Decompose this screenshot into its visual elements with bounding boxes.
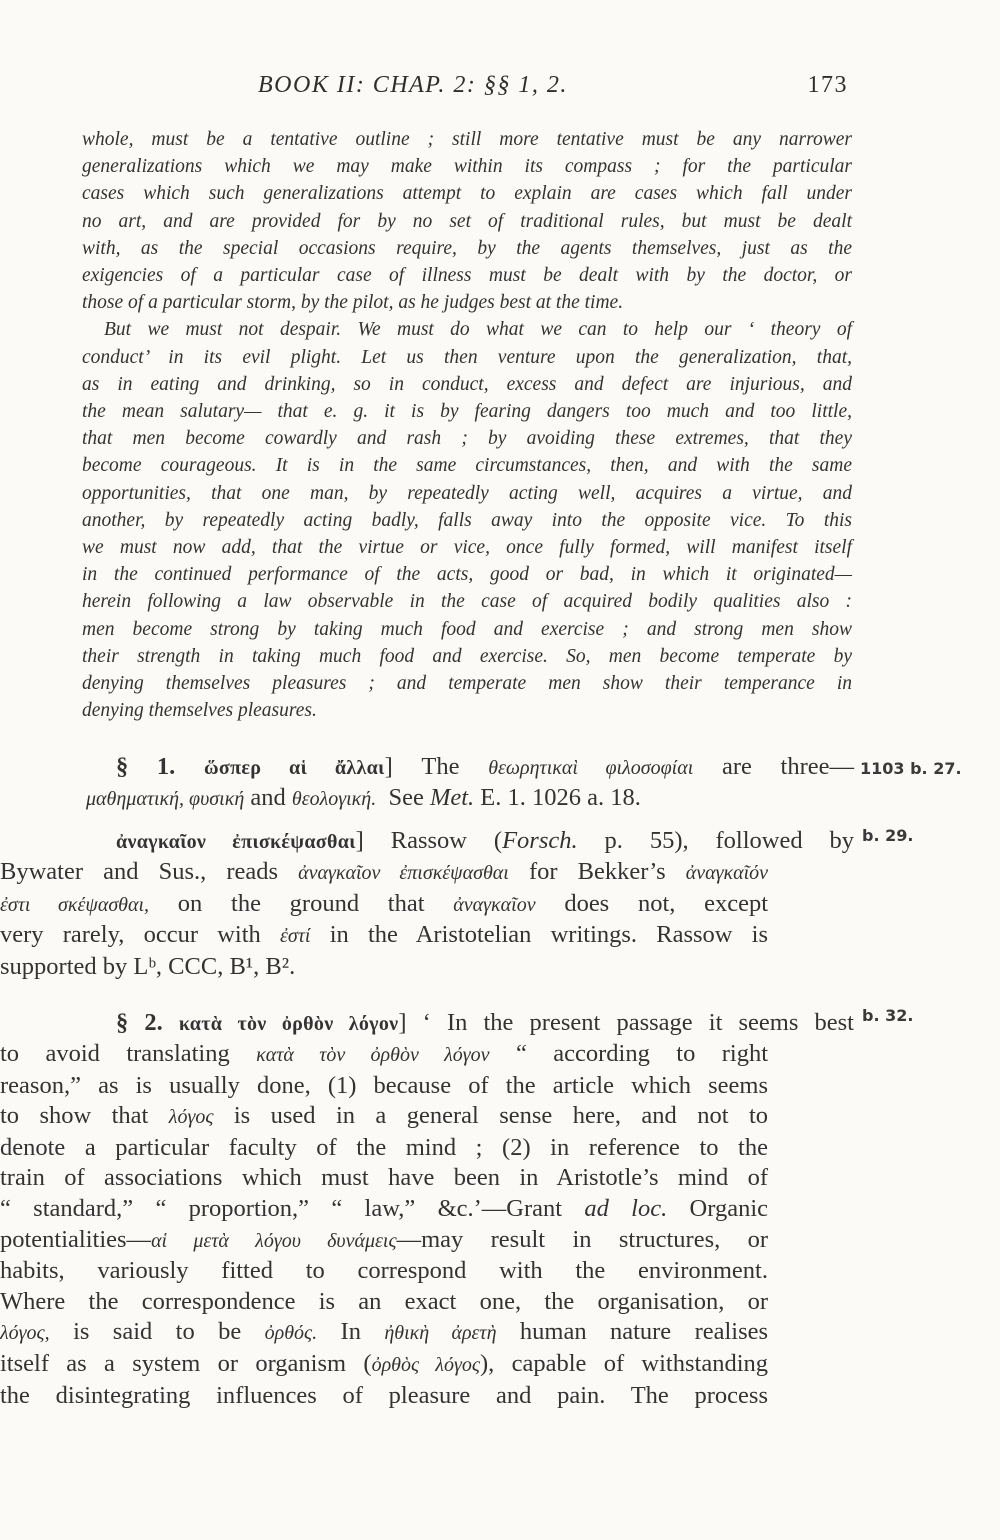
greek-text: ἀναγκαῖον <box>453 893 536 916</box>
summary-line: become courageous. It is in the same circumstances, then, and with the same <box>82 455 852 477</box>
note-text: and <box>250 784 286 811</box>
note-line: reason,” as is usually done, (1) because of the article which seems <box>0 1071 768 1099</box>
note-text: does not, except <box>564 889 769 917</box>
summary-line: in the continued performance of the acts, good or bad, in which it originated— <box>82 564 852 586</box>
greek-text: ὀρθὸς λόγος <box>371 1353 480 1376</box>
note-section-1 <box>116 752 854 784</box>
running-head-title: BOOK II: CHAP. 2: §§ 1, 2. <box>258 72 568 98</box>
note-text: to avoid translating <box>0 1040 230 1067</box>
note-lemma-greek: κατὰ τὸν ὀρθὸν λόγον <box>178 1013 399 1035</box>
note-line <box>0 1194 768 1225</box>
note-line <box>0 920 768 952</box>
note-line <box>86 783 854 815</box>
summary-line: cases which such generalizations attempt to explain are cases which fall under <box>82 183 852 205</box>
summary-line: that men become cowardly and rash ; by avoiding these extremes, that they <box>82 428 852 450</box>
summary-line: But we must not despair. We must do what we can to help our ‘ theory of <box>104 319 852 341</box>
note-text: See <box>388 784 424 811</box>
note-ref-title: Met. <box>429 784 475 811</box>
note-text: “ according to right <box>515 1040 769 1067</box>
summary-line: men become strong by taking much food and exercise ; and strong men show <box>82 618 852 640</box>
note-line <box>0 889 768 921</box>
note-text: in the Aristotelian writings. Rassow is <box>329 921 769 949</box>
greek-text: ἐστί <box>280 925 311 948</box>
summary-line: conduct’ in its evil plight. Let us then venture upon the generalization, that, <box>82 346 852 368</box>
summary-line: we must now add, that the virtue or vice, once fully formed, will manifest itself <box>82 537 852 559</box>
note-line <box>0 1317 768 1349</box>
note-line: ἀναγκαῖον ἐπισκέψασθαι] Rassow (Forsch. p. 55), followed by <box>116 827 855 854</box>
note-line: § 2. κατὰ τὸν ὀρθὸν λόγον] ‘ In the present passage it seems best <box>116 1009 854 1036</box>
margin-reference: b. 29. <box>862 826 914 845</box>
note-ref-title: Forsch. <box>502 827 578 854</box>
summary-line: those of a particular storm, by the pilot, as he judges best at the time. <box>82 292 624 314</box>
note-section-3-cont <box>0 1039 768 1411</box>
note-line: train of associations which must have been in Aristotle’s mind of <box>0 1164 768 1192</box>
note-line: Where the correspondence is an exact one, the organisation, or <box>0 1287 768 1315</box>
greek-text: κατὰ τὸν ὀρθὸν λόγον <box>256 1044 490 1066</box>
note-line: § 1. ὥσπερ αἱ ἄλλαι] The θεωρητικαὶ φιλοσοφίαι are three— <box>116 753 855 780</box>
note-text: are three— <box>721 753 855 780</box>
note-text: to show that <box>0 1102 149 1130</box>
note-line <box>0 1101 768 1133</box>
summary-line: the mean salutary— that e. g. it is by fearing dangers too much and too little, <box>82 401 852 423</box>
summary-line: another, by repeatedly acting badly, falls away into the opposite vice. To this <box>82 509 852 531</box>
greek-text: μαθηματική, φυσική <box>86 788 245 810</box>
note-text: is said to be <box>73 1318 242 1346</box>
summary-line: herein following a law observable in the case of acquired bodily qualities also : <box>82 591 852 613</box>
note-text: p. 55), followed by <box>604 827 855 854</box>
note-section-2-cont <box>0 857 768 982</box>
note-line <box>0 1349 768 1381</box>
note-lemma-number: § 2. <box>116 1009 163 1036</box>
note-text: is used in a general sense here, and not to <box>233 1102 768 1130</box>
margin-reference: 1103 b. 27. <box>860 759 962 778</box>
greek-text: θεολογική. <box>291 788 377 810</box>
summary-line: their strength in taking much food and exercise. So, men become temperate by <box>82 645 852 667</box>
note-section-3 <box>116 1008 854 1040</box>
note-line: supported by Lᵇ, CCC, B¹, B². <box>0 952 296 980</box>
note-text: human nature realises <box>519 1318 769 1346</box>
note-text: The <box>421 753 460 780</box>
note-text: for Bekker’s <box>528 858 666 885</box>
note-text: —may result in structures, or <box>396 1225 769 1253</box>
greek-text: λόγος, <box>0 1322 50 1345</box>
summary-line: with, as the special occasions require, by the agents themselves, just as the <box>82 237 852 259</box>
summary-paragraph <box>82 126 852 724</box>
note-text: ), capable of withstanding <box>479 1349 769 1377</box>
note-text: itself as a system or organism ( <box>0 1349 372 1377</box>
note-text: “ standard,” “ proportion,” “ law,” &c.’—Grant <box>0 1194 563 1222</box>
summary-line: whole, must be a tentative outline ; still more tentative must be any narrower <box>82 129 852 150</box>
note-line: the disintegrating influences of pleasure and pain. The process <box>0 1381 768 1409</box>
greek-text: αἱ μετὰ λόγου δυνάμεις <box>151 1229 397 1252</box>
note-line <box>0 857 768 889</box>
page-number: 173 <box>807 72 848 98</box>
note-text: In <box>340 1318 361 1346</box>
summary-line: generalizations which we may make within its compass ; for the particular <box>82 156 852 178</box>
note-ref: E. 1. 1026 a. 18. <box>480 784 641 811</box>
note-section-2 <box>116 826 854 858</box>
greek-text: ἠθικὴ ἀρετὴ <box>384 1322 497 1345</box>
note-text: Organic <box>689 1194 769 1222</box>
summary-line: denying themselves pleasures ; and temperate men show their temperance in <box>82 673 852 695</box>
summary-line: denying themselves pleasures. <box>82 700 317 722</box>
summary-line: as in eating and drinking, so in conduct, excess and defect are injurious, and <box>82 373 852 395</box>
note-text: very rarely, occur with <box>0 921 261 949</box>
note-line: denote a particular faculty of the mind ; (2) in reference to the <box>0 1133 768 1161</box>
note-line: habits, variously fitted to correspond with the environment. <box>0 1257 768 1285</box>
greek-text: ἐστι σκέψασθαι, <box>0 893 150 916</box>
note-section-1-cont <box>86 783 854 815</box>
greek-text: ἀναγκαῖόν <box>685 862 769 884</box>
greek-text: ἀναγκαῖον ἐπισκέψασθαι <box>298 862 509 884</box>
summary-line: no art, and are provided for by no set of traditional rules, but must be dealt <box>82 210 852 232</box>
note-text: Rassow ( <box>390 827 503 854</box>
note-ref-title: ad loc. <box>584 1194 668 1222</box>
greek-text: θεωρητικαὶ φιλοσοφίαι <box>488 757 694 779</box>
summary-line: opportunities, that one man, by repeatedly acting well, acquires a virtue, and <box>82 482 852 504</box>
note-lemma-greek: ἀναγκαῖον ἐπισκέψασθαι <box>116 831 356 853</box>
running-head <box>258 72 848 106</box>
note-text: on the ground that <box>177 889 425 917</box>
greek-text: ὀρθός. <box>264 1322 318 1345</box>
summary-line: exigencies of a particular case of illness must be dealt with by the doctor, or <box>82 265 852 287</box>
note-text: ‘ In the present passage it seems best <box>422 1009 854 1036</box>
note-text: potentialities— <box>0 1225 152 1253</box>
greek-text: λόγος <box>168 1106 214 1129</box>
note-lemma-number: § 1. <box>116 753 176 780</box>
margin-reference: b. 32. <box>862 1006 914 1025</box>
note-text: Bywater and Sus., reads <box>0 858 279 885</box>
note-line <box>0 1225 768 1257</box>
note-line <box>0 1039 768 1071</box>
note-lemma-greek: ὥσπερ αἱ ἄλλαι <box>204 757 385 779</box>
